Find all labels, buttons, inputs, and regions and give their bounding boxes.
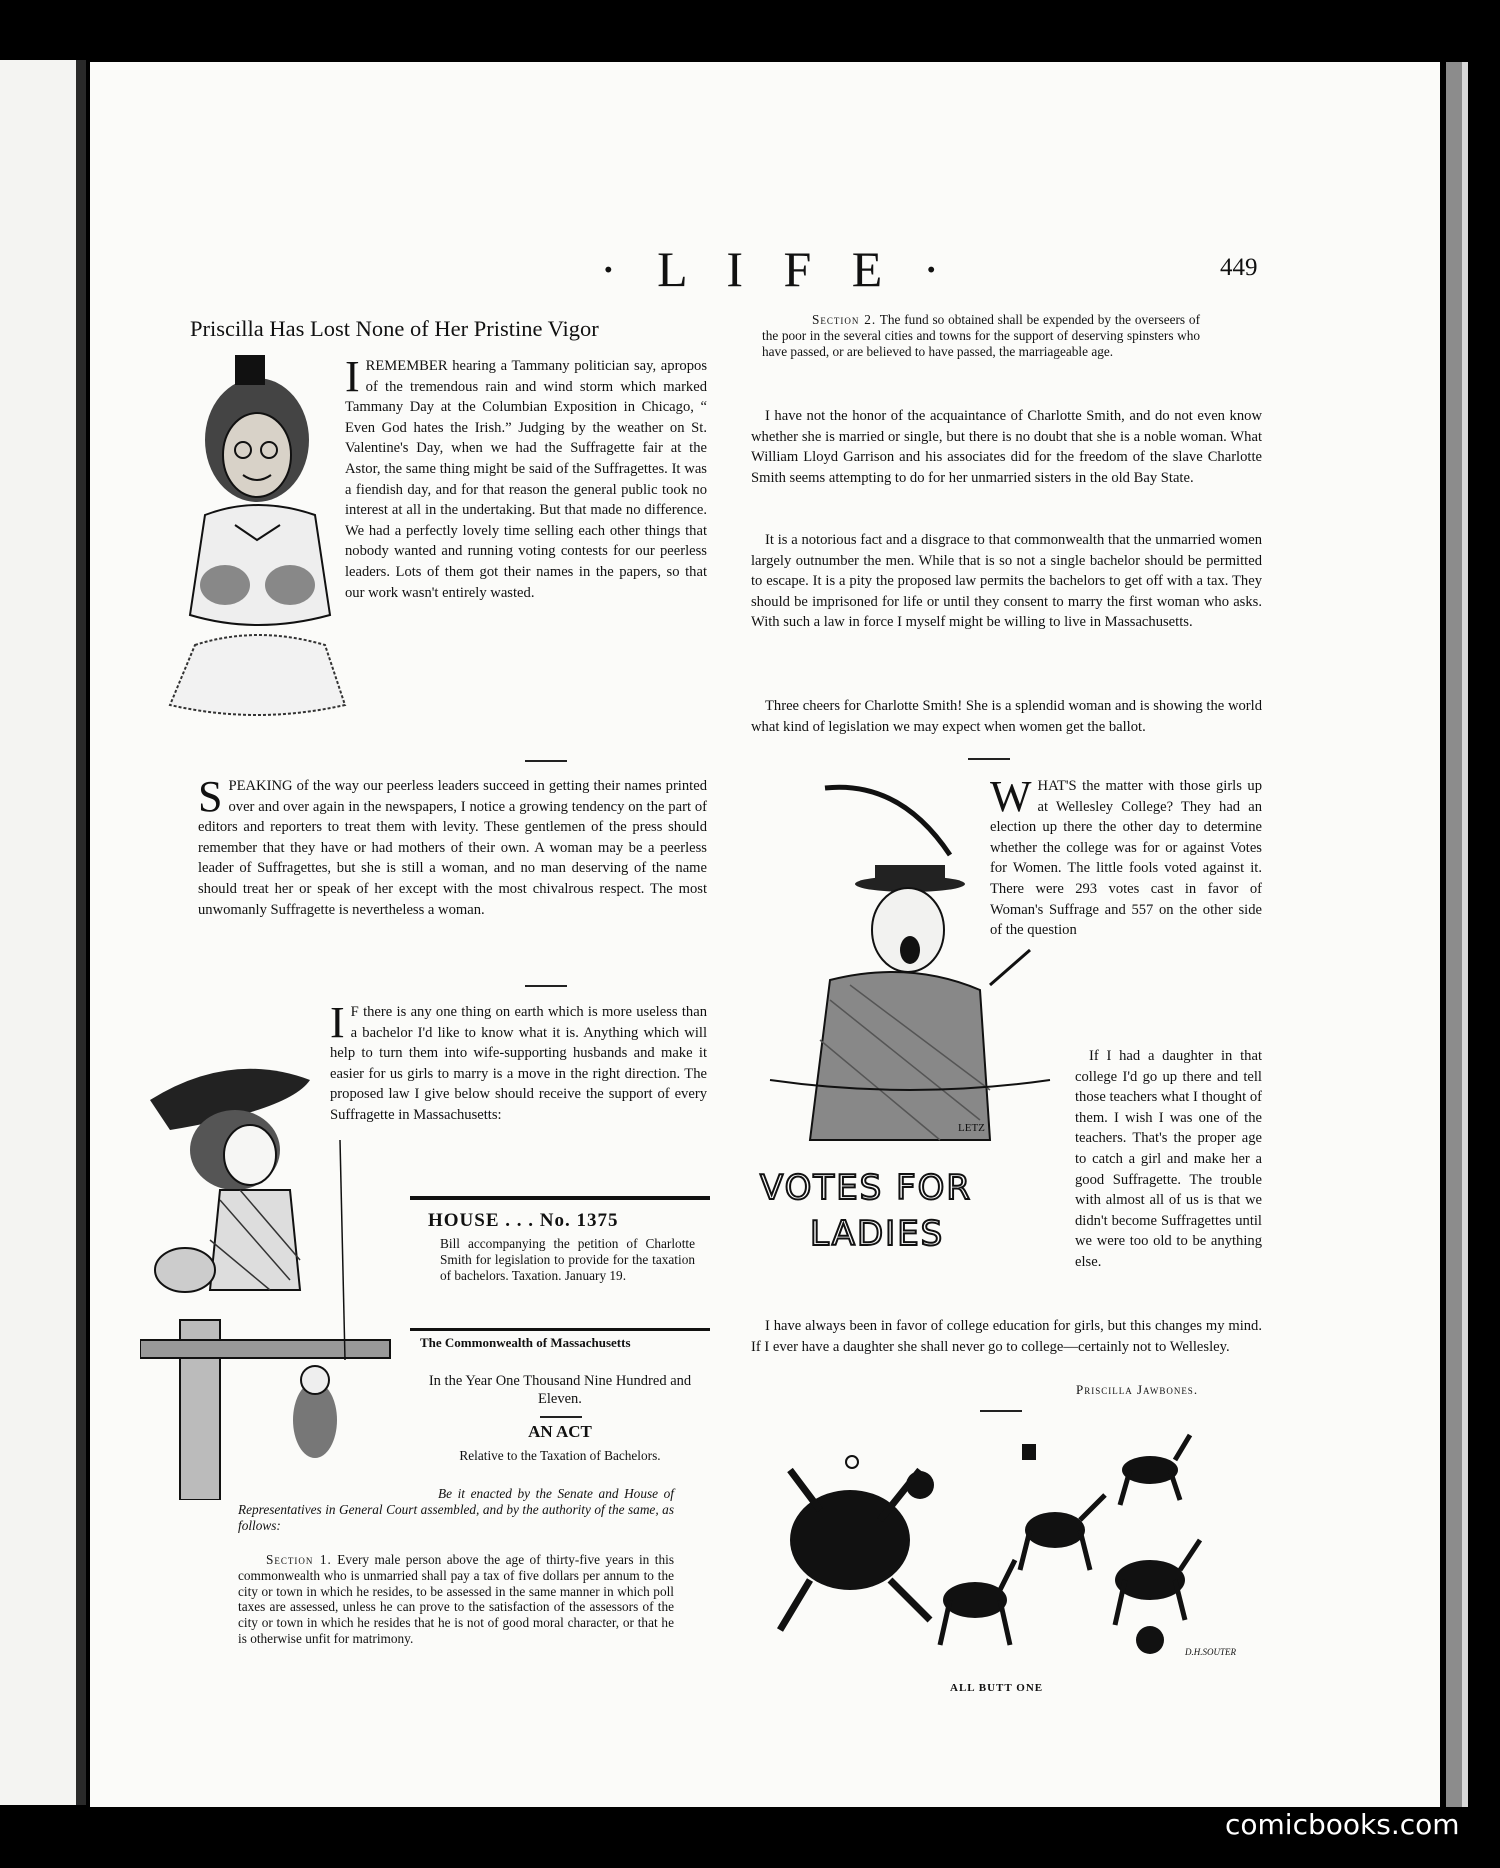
cartoon-caption: ALL BUTT ONE — [950, 1682, 1044, 1694]
masthead: · L I F E · — [600, 241, 954, 297]
cartoon-artist-signature: LETZ — [958, 1122, 985, 1134]
section-divider — [525, 985, 567, 987]
bill-house-number: HOUSE . . . No. 1375 — [428, 1210, 619, 1231]
right-paragraph-3: Three cheers for Charlotte Smith! She is a splendid woman and is showing the world what kind of legislation we may expect when women get the ballot. — [751, 698, 1262, 735]
drop-cap: W — [990, 772, 1032, 821]
drop-cap: I — [345, 352, 360, 401]
drop-cap: I — [330, 998, 345, 1047]
right-paragraph-5: If I had a daughter in that college I'd go up there and tell those teachers what I thought of them. I wish I was one of the teachers. That's the proper age to catch a girl and make her a good Suffragette. The trouble with almost all of us is that we didn't become Suffragettes until we were too old to be anything else. — [1075, 1048, 1262, 1270]
goats-cartoon — [760, 1430, 1210, 1670]
bill-box-top-rule — [410, 1196, 710, 1200]
page-edge-shadow — [1446, 62, 1462, 1807]
left-page-margin — [0, 60, 82, 1805]
bill-description: Bill accompanying the petition of Charlotte Smith for legislation to provide for the taxation of bachelors. Taxation. January 19. — [440, 1236, 695, 1283]
right-paragraph-2: It is a notorious fact and a disgrace to that commonwealth that the unmarried women largely outnumber the men. While that is so not a single bachelor should be permitted to escape. It is a pity the proposed law permits the bachelors to get off with a tax. They should be imprisoned for life or until they consent to marry the first woman who asks. With such a law in force I myself might be willing to live in Massachusetts. — [751, 532, 1262, 631]
bill-box-bottom-rule — [410, 1328, 710, 1331]
act-section-2: Section 2. The fund so obtained shall be expended by the overseers of the poor in the several cities and towns for the support of deserving spinsters who have passed, or are believed to have passed, the marriageable age. — [762, 312, 1200, 359]
right-paragraph-1: I have not the honor of the acquaintance of Charlotte Smith, and do not even know whether she is married or single, but there is no doubt that she is a noble woman. What William Lloyd Garrison and his associates did for the freedom of the slave Charlotte Smith seems attempting to do for her unmarried sisters in the old Bay State. — [751, 408, 1262, 486]
site-watermark: comicbooks.com — [1225, 1808, 1460, 1841]
act-heading: AN ACT — [528, 1422, 592, 1441]
act-year: In the Year One Thousand Nine Hundred and Eleven. — [428, 1373, 692, 1407]
act-subtitle: Relative to the Taxation of Bachelors. — [459, 1448, 661, 1463]
page-number: 449 — [1220, 254, 1258, 281]
right-paragraph-4: WHAT'S the matter with those girls up at Wellesley College? They had an election up there the other day to determine whether the college was for or against Votes for Women. The little fools voted against it. There were 293 votes cast in favor of Woman's Suffrage and 557 on the other side of the question — [990, 772, 1262, 939]
votes-for-ladies-banner: VOTES FOR LADIES — [760, 1168, 973, 1254]
page-gutter — [76, 60, 86, 1805]
act-enacting-clause: Be it enacted by the Senate and House of Representatives in General Court assembled, and by the authority of the same, as follows: — [238, 1486, 674, 1533]
act-divider — [540, 1416, 582, 1418]
right-paragraph-6: I have always been in favor of college education for girls, but this changes my mind. If I ever have a daughter she shall never go to college—certainly not to Wellesley. — [751, 1318, 1262, 1355]
goats-artist-signature: D.H.SOUTER — [1185, 1647, 1236, 1657]
author-signature: Priscilla Jawbones. — [1076, 1382, 1199, 1397]
section-divider — [980, 1410, 1022, 1412]
act-section-1: Section 1. Every male person above the age of thirty-five years in this commonwealth who is unmarried shall pay a tax of five dollars per annum to the city or town in which he resides, to be assessed in the same manner in which poll taxes are assessed, unless he can prove to the satisfaction of the assessors of the city or town in which he resides that he is not of good moral character, or that he is otherwise unfit for matrimony. — [238, 1552, 674, 1646]
article-title: Priscilla Has Lost None of Her Pristine Vigor — [190, 316, 599, 341]
paragraph-2: SPEAKING of the way our peerless leaders succeed in getting their names printed over and over again in the newspapers, I notice a growing tendency on the part of editors and reporters to treat them with levity. These gentlemen of the press should remember that they have or had mothers of their own. A woman may be a peerless leader of Suffragettes, but she is still a woman, and no man deserving of the name should treat her or speak of her except with the most chivalrous respect. The most unwomanly Suffragette is nevertheless a woman. — [198, 772, 707, 918]
paragraph-1: IREMEMBER hearing a Tammany politician say, apropos of the tremendous rain and wind storm which marked Tammany Day at the Columbian Exposition in Chicago, “ Even God hates the Irish.” Judging by the weather on St. Valentine's Day, when we had the Suffragette fair at the Astor, the same thing might be said of the Suffragettes. It was a fiendish day, and for that reason the general public took no interest at all in the undertaking. But that made no difference. We had a perfectly lovely time selling each other things that nobody wanted and running voting contests for our peerless leaders. Lots of them got their names in the papers, so that our work wasn't entirely wasted. — [345, 352, 707, 601]
section-divider — [968, 758, 1010, 760]
section-divider — [525, 760, 567, 762]
drop-cap: S — [198, 772, 223, 821]
commonwealth-heading: The Commonwealth of Massachusetts — [420, 1335, 631, 1350]
page-edge — [1462, 62, 1468, 1807]
paragraph-3: I F there is any one thing on earth which is more useless than a bachelor I'd like to know what it is. Anything which will help to turn them into wife-supporting husbands and make it easier for us girls to marry is a move in the right direction. The proposed law I give below should receive the support of every Suffragette in Massachusetts: — [330, 998, 707, 1123]
priscilla-portrait-illustration — [165, 355, 350, 755]
